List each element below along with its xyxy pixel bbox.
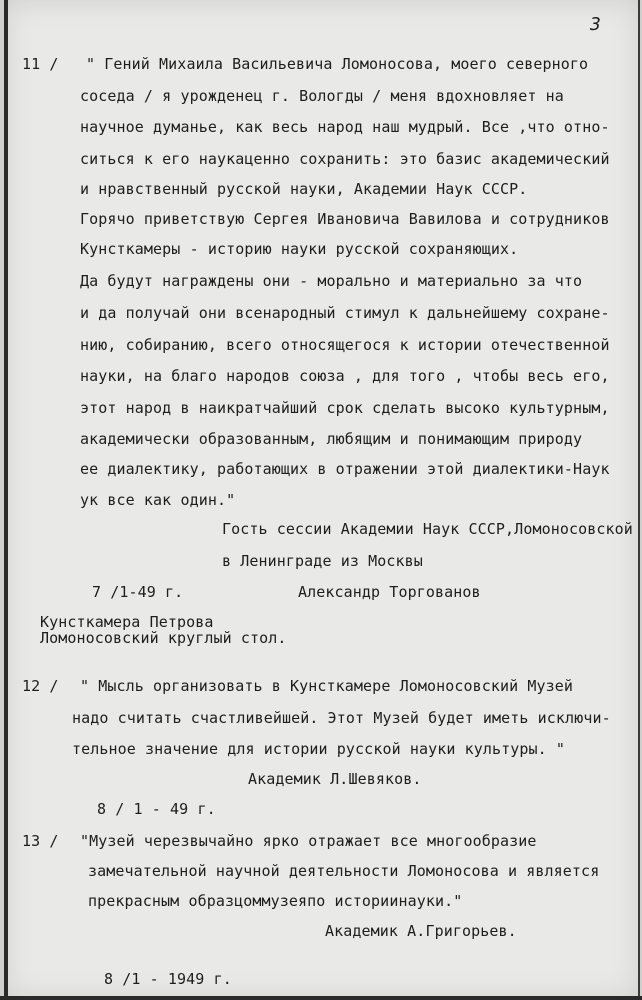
entry-11-line-13: академически образованным, любящим и понимающим природу xyxy=(80,430,583,448)
entry-12-line-1: " Мысль организовать в Кунсткамере Ломоносовский Музей xyxy=(80,677,574,695)
page-number: 3 xyxy=(590,14,601,35)
entry-11-place-1: Кунсткамера Петрова xyxy=(40,613,214,631)
entry-11-line-1: " Гений Михаила Васильевича Ломоносова, моего северного xyxy=(86,55,589,73)
page-edge-bottom xyxy=(0,996,642,1000)
entry-11-line-14: ее диалектику, работающих в отражении этой диалектики-Наук xyxy=(80,460,610,478)
entry-12-line-2: надо считать счастливейшей. Этот Музей будет иметь исключи- xyxy=(72,709,611,727)
entry-13-line-2: замечательной научной деятельности Ломоносова и является xyxy=(88,862,600,880)
entry-12-number: 12 / xyxy=(22,677,59,695)
entry-11-line-4: ситься к его наукаценно сохранить: это базис академический xyxy=(80,150,610,168)
page-edge-right xyxy=(638,0,640,1000)
entry-12-date: 8 / 1 - 49 г. xyxy=(97,800,216,818)
entry-11-line-9: и да получай они всенародный стимул к дальнейшему сохране- xyxy=(80,304,610,322)
entry-11-line-7: Кунсткамеры - историю науки русской сохраняющих. xyxy=(80,240,519,258)
entry-11-line-12: этот народ в наикратчайший срок сделать высоко культурным, xyxy=(80,399,610,417)
entry-11-signature-2: в Ленинграде из Москвы xyxy=(222,552,423,570)
entry-13-date: 8 /1 - 1949 г. xyxy=(104,970,232,988)
entry-11-signature-1: Гость сессии Академии Наук СССР,Ломоносовской xyxy=(222,520,633,538)
entry-11-line-2: соседа / я урожденец г. Вологды / меня вдохновляет на xyxy=(80,87,564,105)
entry-11-line-10: нию, собиранию, всего относящегося к истории отечественной xyxy=(80,336,610,354)
entry-13-line-1: "Музей черезвычайно ярко отражает все многообразие xyxy=(80,832,537,850)
entry-11-number: 11 / xyxy=(22,55,59,73)
entry-11-date: 7 /1-49 г. xyxy=(92,583,184,601)
page-edge-left xyxy=(4,0,8,1000)
entry-13-number: 13 / xyxy=(22,832,59,850)
entry-11-line-8: Да будут награждены они - морально и материально за что xyxy=(80,272,583,290)
entry-11-line-6: Горячо приветствую Сергея Ивановича Вавилова и сотрудников xyxy=(80,210,610,228)
entry-11-line-3: научное думанье, как весь народ наш мудрый. Все ,что отно- xyxy=(80,118,610,136)
entry-11-line-15: ук все как один." xyxy=(80,491,236,509)
entry-12-signature: Академик Л.Шевяков. xyxy=(248,770,422,788)
entry-11-line-11: науки, на благо народов союза , для того , чтобы весь его, xyxy=(80,367,610,385)
entry-11-signature-3: Александр Торгованов xyxy=(298,583,481,601)
entry-13-line-3: прекрасным образцоммузеяпо историинауки." xyxy=(88,892,463,910)
entry-12-line-3: тельное значение для истории русской науки культуры. " xyxy=(72,740,566,758)
entry-11-line-5: и нравственный русской науки, Академии Наук СССР. xyxy=(80,180,528,198)
entry-13-signature: Академик А.Григорьев. xyxy=(325,922,517,940)
entry-11-place-2: Ломоносовский круглый стол. xyxy=(40,629,287,647)
